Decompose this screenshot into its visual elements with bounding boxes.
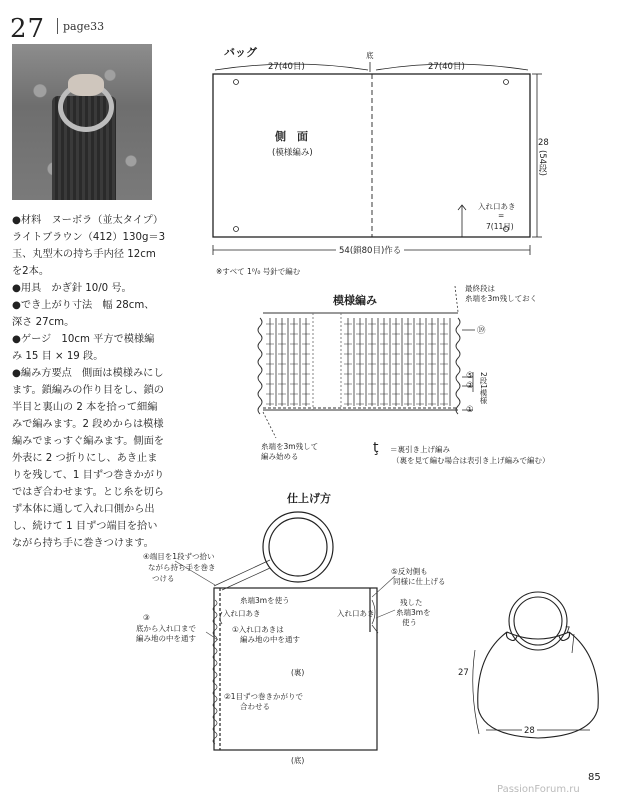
materials-line: 玉、丸型木の持ち手内径 12cm (12, 249, 156, 260)
materials-line: ●用具 かぎ針 10/0 号。 (12, 283, 132, 294)
materials-line: ●でき上がり寸法 幅 28cm、 (12, 300, 155, 311)
bag-height-rows: (54段) (537, 150, 547, 176)
page-reference: page33 (63, 20, 105, 33)
right-opening-label: 入れ口あき (337, 609, 375, 618)
step5-line-2: 同様に仕上げる (393, 577, 446, 586)
materials-line: ではぎ合わせます。とじ糸を切ら (12, 487, 164, 498)
row-1-marker: ① (466, 405, 474, 415)
page-number: 85 (588, 772, 601, 783)
step5-line-1: ⑤反対側も (391, 567, 428, 576)
step4-line-2: ながら持ち手を巻き (148, 563, 216, 572)
row-5-marker: ⑤ (466, 371, 474, 381)
thread-3m-label: 糸端3mを使う (240, 596, 290, 605)
left-opening-label: 入れ口あき (223, 609, 261, 618)
legend-symbol-icon: ţ (373, 440, 379, 456)
row-19-marker: ⑲ (477, 326, 486, 336)
start-note-2: 編み始める (261, 452, 299, 461)
step2-line-2: 合わせる (240, 702, 270, 711)
step4-line-1: ④端目を1段ずつ拾い (143, 552, 215, 561)
stitch-columns (270, 318, 450, 406)
bag-rectangle (213, 74, 530, 237)
finished-handle-dim: 7 (565, 626, 571, 636)
bag-total-width: 54(鎖80目)作る (336, 244, 404, 256)
materials-line: ず本体に通して入れ口側から出 (12, 504, 155, 515)
remaining-line-3: 使う (402, 618, 417, 627)
materials-line: 外表に 2 つ折りにし、あき止ま (12, 453, 158, 464)
step4-line-3: つける (152, 574, 175, 583)
legend-line-2: （裏を見て編む場合は表引き上げ編みで編む） (392, 456, 550, 465)
repeat-note: 2段1模様 (479, 372, 488, 405)
materials-line: みで編みます。2 段めからは模様 (12, 419, 164, 430)
watermark: PassionForum.ru (497, 784, 580, 795)
materials-line: ます。鎖編みの作り目をし、鎖の (12, 385, 164, 396)
materials-line: し、続けて 1 目ずつ端目を拾い (12, 521, 158, 532)
bag-height: 28 (538, 138, 549, 148)
materials-line: りを残して、1 目ずつ巻きかがり (12, 470, 165, 481)
materials-line: ●材料 ヌーボラ（並太タイプ） (12, 215, 164, 226)
materials-line: 深さ 27cm。 (12, 317, 75, 328)
step1-line-1: ①入れ口あきは (232, 625, 284, 634)
materials-line: 半目と裏山の 2 本を拾って細編 (12, 402, 158, 413)
bag-right-width: 27(40目) (428, 62, 465, 72)
legend-line-1: ＝裏引き上げ編み (390, 445, 450, 454)
step3-line-1: 底から入れ口まで (136, 624, 196, 633)
remaining-line-1: 残した (400, 598, 423, 607)
materials-line: ライトブラウン（412）130g＝3 (12, 232, 166, 243)
bottom-label: (底) (291, 756, 305, 765)
start-note-1: 糸端を3m残して (261, 442, 319, 451)
materials-line: ●ゲージ 10cm 平方で模様編 (12, 334, 155, 345)
hook-note: ※すべて 1⁰/₀ 号針で編む (216, 267, 301, 276)
finish-ring (263, 512, 333, 582)
pattern-number: 27 (10, 14, 46, 44)
step2-line-1: ②1目ずつ巻きかがりで (224, 692, 303, 701)
finished-width-dim: 28 (524, 726, 535, 736)
bag-left-width: 27(40目) (268, 62, 305, 72)
bag-side-label: 側 面 (275, 130, 308, 143)
last-row-note-1: 最終段は (465, 284, 495, 293)
remaining-line-2: 糸端3mを (396, 608, 431, 617)
bag-opening-label: 入れ口あき (478, 202, 516, 211)
step1-line-2: 編み地の中を通す (240, 635, 300, 644)
bag-pattern-label: (模様編み) (272, 148, 313, 158)
back-label: (裏) (291, 668, 305, 677)
step3-line-2: 編み地の中を通す (136, 634, 196, 643)
last-row-note-2: 糸端を3m残しておく (465, 294, 538, 303)
pattern-title: 模様編み (333, 294, 377, 307)
step3-marker: ③ (143, 613, 150, 622)
bag-opening-eq: = (498, 211, 505, 220)
bag-bottom-label: 底 (366, 51, 374, 60)
finished-bag (473, 592, 599, 738)
materials-line: ●編み方要点 側面は模様みにし (12, 368, 164, 379)
finished-height-dim: 27 (458, 668, 469, 678)
row-2-marker: ② (466, 381, 474, 391)
materials-line: み 15 目 × 19 段。 (12, 351, 104, 362)
materials-line: ながら持ち手に巻きつけます。 (12, 538, 154, 549)
bag-title: バッグ (224, 46, 257, 59)
materials-line: を2本。 (12, 266, 50, 277)
materials-line: 編みでまっすぐ編みます。側面を (12, 436, 164, 447)
bag-opening-value: 7(11目) (486, 222, 514, 231)
finishing-title: 仕上げ方 (287, 492, 331, 505)
stitch-ticks (266, 324, 448, 404)
stitch-arrows (263, 286, 475, 438)
